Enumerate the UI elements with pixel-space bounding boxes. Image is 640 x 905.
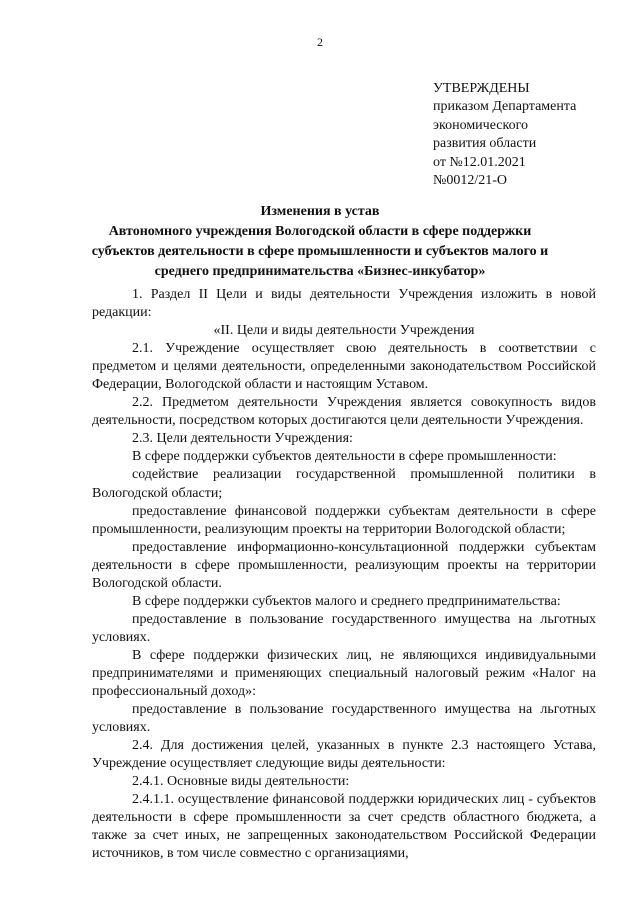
paragraph: 2.4. Для достижения целей, указанных в пункте 2.3 настоящего Устава, Учреждение осуществляет следующие виды деятельности: bbox=[92, 738, 596, 772]
page-number: 2 bbox=[317, 35, 323, 49]
document-title bbox=[85, 202, 555, 282]
approval-line: №0012/21-О bbox=[433, 173, 508, 189]
approval-line: развития области bbox=[433, 136, 537, 152]
paragraph: 2.4.1. Основные виды деятельности: bbox=[132, 774, 350, 790]
approval-line: от №12.01.2021 bbox=[433, 154, 526, 170]
approval-stamp bbox=[433, 80, 576, 190]
approval-line: УТВЕРЖДЕНЫ bbox=[433, 81, 530, 96]
paragraph: предоставление информационно-консультационной поддержки субъектам деятельности в сфере промышленности, реализующим проекты на территории Вологодской области. bbox=[92, 539, 596, 591]
document-body bbox=[92, 286, 596, 864]
section-heading: «II. Цели и виды деятельности Учреждения bbox=[213, 323, 475, 339]
title-line: субъектов деятельности в сфере промышленности и субъектов малого и bbox=[91, 244, 549, 259]
paragraph: 2.1. Учреждение осуществляет свою деятельность в соответствии с предметом и целями деятельности, определенными законодательством Российской Федерации, Вологодской области и настоящим Уставом. bbox=[92, 341, 596, 393]
paragraph: 2.4.1.1. осуществление финансовой поддержки юридических лиц - субъектов деятельности в сфере промышленности за счет средств областного бюджета, а также за счет иных, не запрещенных законодательством Российской Федерации источников, в том числе совместно с организациями, bbox=[92, 792, 596, 862]
paragraph: предоставление в пользование государственного имущества на льготных условиях. bbox=[92, 611, 596, 645]
paragraph: В сфере поддержки физических лиц, не являющихся индивидуальными предпринимателями и применяющих специальный налоговый режим «Налог на профессиональный доход»: bbox=[92, 647, 596, 700]
paragraph: В сфере поддержки субъектов малого и среднего предпринимательства: bbox=[132, 593, 561, 609]
title-line: Изменения в устав bbox=[260, 204, 380, 219]
paragraph: В сфере поддержки субъектов деятельности в сфере промышленности: bbox=[132, 449, 557, 465]
paragraph: 1. Раздел II Цели и виды деятельности Учреждения изложить в новой редакции: bbox=[92, 287, 596, 321]
approval-line: приказом Департамента bbox=[433, 99, 577, 115]
paragraph: предоставление финансовой поддержки субъектам деятельности в сфере промышленности, реализующим проекты на территории Вологодской области; bbox=[92, 503, 596, 537]
paragraph: 2.3. Цели деятельности Учреждения: bbox=[132, 431, 353, 447]
approval-line: экономического bbox=[433, 117, 528, 133]
title-line: Автономного учреждения Вологодской области в сфере поддержки bbox=[108, 224, 532, 239]
paragraph: предоставление в пользование государственного имущества на льготных условиях. bbox=[92, 702, 596, 736]
paragraph: содействие реализации государственной промышленной политики в Вологодской области; bbox=[92, 467, 596, 501]
title-line: среднего предпринимательства «Бизнес-инкубатор» bbox=[154, 264, 486, 279]
paragraph: 2.2. Предметом деятельности Учреждения является совокупность видов деятельности, посредством которых достигаются цели деятельности Учреждения. bbox=[92, 395, 596, 429]
